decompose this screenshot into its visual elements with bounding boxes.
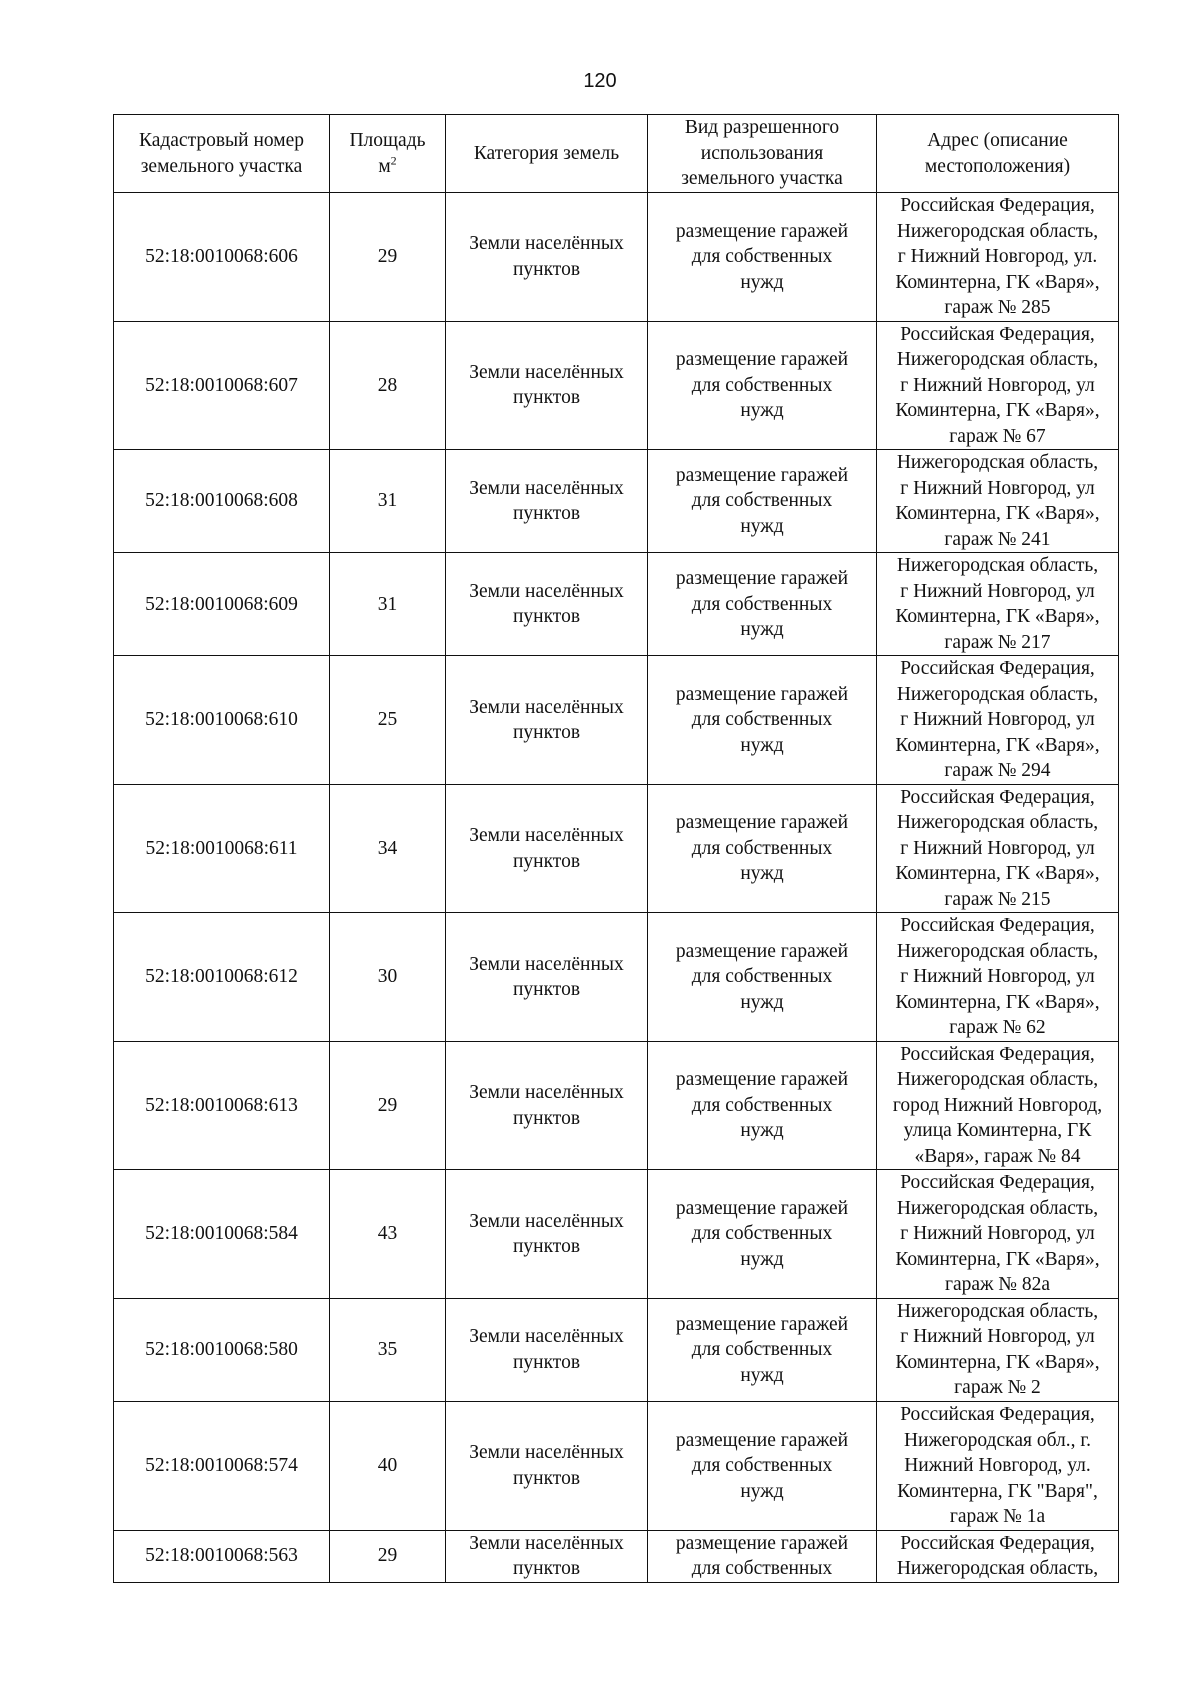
header-category: Категория земель: [446, 115, 648, 193]
address-line: Российская Федерация,: [900, 658, 1095, 680]
permitted-use-line: нужд: [740, 1364, 784, 1386]
permitted-use-line: размещение гаражей: [675, 1532, 849, 1554]
permitted-use-line: нужд: [740, 515, 784, 537]
category-cell: [446, 553, 648, 656]
cadastral-number-cell: 52:18:0010068:607: [114, 321, 330, 450]
area-cell: 29: [330, 1041, 446, 1170]
address-line: гараж № 241: [944, 528, 1051, 550]
header-permitted-use: Вид разрешенного использования земельного участка: [648, 115, 877, 193]
permitted-use-line: для собственных: [691, 1455, 833, 1477]
permitted-use-cell: [648, 1530, 877, 1582]
category-cell: [446, 1530, 648, 1582]
permitted-use-line: для собственных: [691, 490, 833, 512]
address-line: Российская Федерация,: [900, 1404, 1095, 1426]
permitted-use-line: для собственных: [691, 374, 833, 396]
permitted-use-line: нужд: [740, 734, 784, 756]
address-line: Нижегородская область,: [896, 683, 1099, 705]
category-line: Земли населённых: [469, 361, 624, 383]
address-cell: [877, 913, 1119, 1042]
table-row: [114, 913, 1119, 1042]
category-line: Земли населённых: [469, 1210, 624, 1232]
address-line: Коминтерна, ГК «Варя»,: [895, 1351, 1100, 1373]
table-row: [114, 1298, 1119, 1401]
address-cell: [877, 450, 1119, 553]
address-line: Нижегородская область,: [896, 555, 1099, 577]
category-line: Земли населённых: [469, 1442, 624, 1464]
address-line: гараж № 82а: [944, 1274, 1051, 1296]
category-cell: [446, 450, 648, 553]
category-cell: [446, 913, 648, 1042]
permitted-use-cell: [648, 553, 877, 656]
address-cell: [877, 1298, 1119, 1401]
permitted-use-cell: [648, 784, 877, 913]
permitted-use-line: размещение гаражей: [675, 464, 849, 486]
area-cell: 25: [330, 656, 446, 785]
cadastral-number-cell: 52:18:0010068:584: [114, 1170, 330, 1299]
area-cell: 31: [330, 450, 446, 553]
permitted-use-line: размещение гаражей: [675, 1197, 849, 1219]
category-cell: [446, 321, 648, 450]
permitted-use-line: для собственных: [691, 837, 833, 859]
address-line: гараж № 1а: [949, 1506, 1046, 1528]
cadastral-number-cell: 52:18:0010068:612: [114, 913, 330, 1042]
address-line: Российская Федерация,: [900, 1172, 1095, 1194]
cadastral-number-cell: 52:18:0010068:574: [114, 1402, 330, 1531]
area-cell: 29: [330, 193, 446, 322]
address-line: г Нижний Новгород, ул.: [897, 246, 1098, 267]
address-cell: [877, 553, 1119, 656]
permitted-use-line: нужд: [740, 991, 784, 1013]
address-line: улица Коминтерна, ГК: [903, 1120, 1092, 1142]
permitted-use-line: для собственных: [691, 1558, 833, 1580]
permitted-use-line: нужд: [740, 271, 784, 293]
area-cell: 35: [330, 1298, 446, 1401]
category-line: пунктов: [512, 387, 581, 409]
address-line: Российская Федерация,: [900, 915, 1095, 937]
address-line: Коминтерна, ГК «Варя»,: [895, 400, 1100, 421]
category-line: пунктов: [512, 606, 581, 628]
cadastral-number-cell: 52:18:0010068:610: [114, 656, 330, 785]
permitted-use-line: для собственных: [691, 246, 833, 267]
permitted-use-line: для собственных: [691, 1223, 833, 1245]
category-cell: [446, 1170, 648, 1299]
table-body: [114, 193, 1119, 1583]
area-cell: 29: [330, 1530, 446, 1582]
permitted-use-line: размещение гаражей: [675, 1429, 849, 1451]
category-line: Земли населённых: [469, 1532, 624, 1554]
permitted-use-cell: [648, 913, 877, 1042]
category-cell: [446, 656, 648, 785]
table-row: [114, 321, 1119, 450]
address-line: Коминтерна, ГК «Варя»,: [895, 1248, 1100, 1270]
cadastral-number-cell: 52:18:0010068:580: [114, 1298, 330, 1401]
address-line: «Варя», гараж № 84: [914, 1145, 1081, 1167]
permitted-use-line: для собственных: [691, 966, 833, 988]
address-line: Коминтерна, ГК «Варя»,: [895, 503, 1100, 525]
address-line: Нижегородская область,: [896, 1197, 1099, 1219]
permitted-use-line: размещение гаражей: [675, 940, 849, 962]
cadastral-number-cell: 52:18:0010068:563: [114, 1530, 330, 1582]
address-line: Коминтерна, ГК «Варя»,: [895, 863, 1100, 885]
table-row: [114, 784, 1119, 913]
category-line: пунктов: [512, 1467, 581, 1489]
permitted-use-cell: [648, 656, 877, 785]
cadastral-number-cell: 52:18:0010068:611: [114, 784, 330, 913]
permitted-use-cell: [648, 1041, 877, 1170]
address-line: гараж № 2: [954, 1377, 1041, 1399]
address-cell: [877, 1402, 1119, 1531]
cadastral-number-cell: 52:18:0010068:606: [114, 193, 330, 322]
address-line: гараж № 67: [949, 425, 1046, 447]
address-line: Нижегородская область,: [896, 1069, 1099, 1091]
permitted-use-line: размещение гаражей: [675, 683, 849, 705]
permitted-use-line: для собственных: [691, 1094, 833, 1116]
table-row: [114, 450, 1119, 553]
address-line: Нижегородская область,: [896, 349, 1099, 370]
category-line: Земли населённых: [469, 1326, 624, 1348]
table-row: [114, 1530, 1119, 1582]
cadastral-number-cell: 52:18:0010068:608: [114, 450, 330, 553]
category-line: Земли населённых: [469, 477, 624, 499]
area-cell: 30: [330, 913, 446, 1042]
address-line: г Нижний Новгород, ул: [900, 374, 1095, 396]
address-line: Нижегородская область,: [896, 1558, 1099, 1580]
page-number: 120: [583, 70, 617, 92]
category-line: Земли населённых: [469, 696, 624, 718]
category-line: Земли населённых: [469, 233, 624, 255]
category-line: Земли населённых: [469, 825, 624, 847]
permitted-use-line: для собственных: [691, 593, 833, 615]
table-header-row: [114, 115, 1119, 193]
address-line: гараж № 294: [944, 760, 1051, 782]
area-cell: 40: [330, 1402, 446, 1531]
address-line: г Нижний Новгород, ул: [900, 966, 1095, 988]
address-line: Российская Федерация,: [900, 1043, 1095, 1065]
permitted-use-line: размещение гаражей: [675, 220, 849, 242]
address-line: г Нижний Новгород, ул: [900, 709, 1095, 731]
address-cell: [877, 193, 1119, 322]
address-line: Нижегородская область,: [896, 940, 1099, 962]
table-row: [114, 553, 1119, 656]
address-cell: [877, 321, 1119, 450]
table-row: [114, 1041, 1119, 1170]
address-line: г Нижний Новгород, ул: [900, 477, 1095, 499]
address-line: Нижегородская обл., г.: [903, 1429, 1092, 1451]
permitted-use-line: нужд: [740, 1120, 784, 1142]
category-cell: [446, 1298, 648, 1401]
category-line: пунктов: [512, 722, 581, 744]
address-line: гараж № 215: [944, 888, 1051, 910]
category-line: пунктов: [512, 258, 581, 280]
address-line: Российская Федерация,: [900, 786, 1095, 808]
area-cell: 31: [330, 553, 446, 656]
category-line: пунктов: [512, 979, 581, 1001]
permitted-use-cell: [648, 193, 877, 322]
area-cell: 28: [330, 321, 446, 450]
area-unit-superscript: 2: [390, 153, 397, 167]
area-cell: 34: [330, 784, 446, 913]
address-line: Российская Федерация,: [900, 323, 1095, 345]
address-cell: [877, 784, 1119, 913]
category-line: пунктов: [512, 1558, 581, 1580]
address-line: Российская Федерация,: [900, 1532, 1095, 1554]
permitted-use-line: нужд: [740, 400, 784, 421]
table-row: [114, 1170, 1119, 1299]
permitted-use-line: для собственных: [691, 1339, 833, 1361]
address-line: Нижегородская область,: [896, 812, 1099, 834]
address-line: Нижегородская область,: [896, 452, 1099, 474]
permitted-use-line: нужд: [740, 863, 784, 885]
address-line: гараж № 285: [944, 297, 1051, 318]
address-cell: [877, 656, 1119, 785]
category-line: пунктов: [512, 850, 581, 872]
category-line: Земли населённых: [469, 953, 624, 975]
category-line: Земли населённых: [469, 580, 624, 602]
permitted-use-line: размещение гаражей: [675, 568, 849, 590]
address-cell: [877, 1530, 1119, 1582]
permitted-use-line: нужд: [740, 1480, 784, 1502]
address-line: Коминтерна, ГК «Варя»,: [895, 991, 1100, 1013]
permitted-use-cell: [648, 450, 877, 553]
cadastral-number-cell: 52:18:0010068:609: [114, 553, 330, 656]
permitted-use-line: нужд: [740, 1248, 784, 1270]
permitted-use-cell: [648, 1170, 877, 1299]
address-line: Российская Федерация,: [900, 195, 1095, 216]
header-address: Адрес (описание местоположения): [877, 115, 1119, 193]
category-line: пунктов: [512, 1236, 581, 1258]
category-cell: [446, 1041, 648, 1170]
permitted-use-line: размещение гаражей: [675, 349, 849, 370]
address-line: Коминтерна, ГК «Варя»,: [895, 271, 1100, 293]
permitted-use-cell: [648, 1402, 877, 1531]
area-cell: 43: [330, 1170, 446, 1299]
address-line: г Нижний Новгород, ул: [900, 580, 1095, 602]
land-plots-table: [113, 114, 1119, 1583]
table-row: [114, 193, 1119, 322]
address-line: Коминтерна, ГК «Варя»,: [895, 606, 1100, 628]
permitted-use-line: для собственных: [691, 709, 833, 731]
category-cell: [446, 1402, 648, 1531]
cadastral-number-cell: 52:18:0010068:613: [114, 1041, 330, 1170]
category-cell: [446, 193, 648, 322]
address-line: Нижегородская область,: [896, 1300, 1099, 1322]
table-row: [114, 1402, 1119, 1531]
address-line: г Нижний Новгород, ул: [900, 837, 1095, 859]
address-line: г Нижний Новгород, ул: [900, 1223, 1095, 1245]
header-cadastral-number: Кадастровый номер земельного участка: [114, 115, 330, 193]
table-row: [114, 656, 1119, 785]
permitted-use-line: размещение гаражей: [675, 812, 849, 834]
address-line: Коминтерна, ГК «Варя»,: [895, 734, 1100, 756]
address-line: Нижегородская область,: [896, 220, 1099, 242]
address-cell: [877, 1170, 1119, 1299]
permitted-use-line: размещение гаражей: [675, 1313, 849, 1335]
permitted-use-line: размещение гаражей: [675, 1069, 849, 1091]
category-line: пунктов: [512, 1107, 581, 1129]
category-line: Земли населённых: [469, 1082, 624, 1104]
address-line: Коминтерна, ГК "Варя",: [897, 1480, 1098, 1502]
address-cell: [877, 1041, 1119, 1170]
category-cell: [446, 784, 648, 913]
header-area: Площадь $м^2$: [330, 115, 446, 193]
address-line: Нижний Новгород, ул.: [904, 1455, 1091, 1477]
category-line: пунктов: [512, 503, 581, 525]
category-line: пунктов: [512, 1351, 581, 1373]
permitted-use-line: нужд: [740, 619, 784, 641]
address-line: гараж № 217: [944, 631, 1051, 653]
address-line: г Нижний Новгород, ул: [900, 1326, 1095, 1348]
permitted-use-cell: [648, 321, 877, 450]
address-line: город Нижний Новгород,: [892, 1094, 1103, 1116]
address-line: гараж № 62: [949, 1017, 1046, 1039]
permitted-use-cell: [648, 1298, 877, 1401]
